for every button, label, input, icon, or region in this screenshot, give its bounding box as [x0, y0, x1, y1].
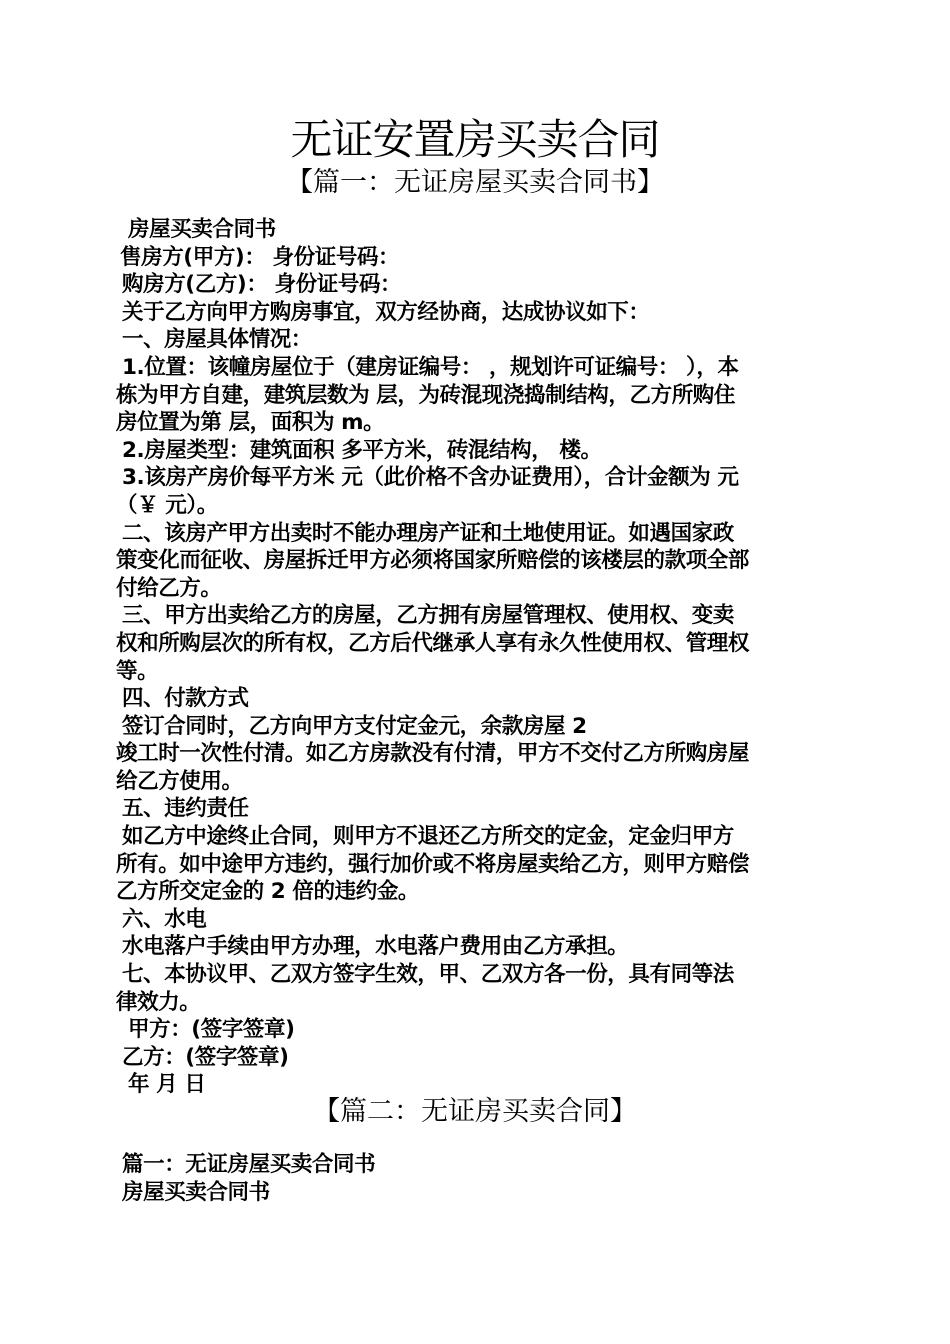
contract-line: 竣工时一次性付清。如乙方房款没有付清，甲方不交付乙方所购房屋 [116, 741, 750, 767]
contract-line: 购房方(乙方)： 身份证号码： [122, 272, 402, 298]
contract-line: 策变化而征收、房屋拆迁甲方必须将国家所赔偿的该楼层的款项全部 [116, 548, 750, 574]
contract-line: （￥ 元）。 [116, 492, 218, 518]
contract-line: 五、违约责任 [122, 796, 249, 822]
section-2-body [116, 1151, 838, 1206]
contract-line: 等。 [116, 658, 159, 684]
contract-line: 售房方(甲方)： 身份证号码： [120, 244, 400, 270]
contract-line: 七、本协议甲、乙双方签字生效，甲、乙双方各一份，具有同等法 [122, 962, 734, 988]
contract-line: 签订合同时，乙方向甲方支付定金元，余款房屋 2 [122, 713, 587, 739]
contract-line: 权和所购层次的所有权，乙方后代继承人享有永久性使用权、管理权 [116, 630, 750, 656]
section-1-body [116, 216, 838, 1099]
contract-line: 二、该房产甲方出卖时不能办理房产证和土地使用证。如遇国家政 [122, 520, 734, 546]
section-2-heading: 【篇二：无证房买卖合同】 [313, 1096, 637, 1127]
signature-line-party-a: 甲方：(签字签章) [128, 1017, 295, 1043]
contract-line: 所有。如中途甲方违约，强行加价或不将房屋卖给乙方，则甲方赔偿 [116, 851, 750, 877]
date-line: 年 月 日 [128, 1072, 206, 1098]
contract-line: 三、甲方出卖给乙方的房屋，乙方拥有房屋管理权、使用权、变卖 [122, 603, 734, 629]
document-title: 无证安置房买卖合同 [290, 115, 660, 164]
contract-line: 给乙方使用。 [116, 768, 243, 794]
contract-line: 1.位置：该幢房屋位于（建房证编号： ，规划许可证编号： ），本 [122, 354, 739, 380]
contract-line: 关于乙方向甲方购房事宜，双方经协商，达成协议如下： [122, 299, 650, 325]
contract-line: 付给乙方。 [116, 575, 222, 601]
contract-line: 栋为甲方自建，建筑层数为 层，为砖混现浇捣制结构，乙方所购住 [116, 382, 735, 408]
contract-line: 3.该房产房价每平方米 元（此价格不含办证费用），合计金额为 元 [122, 465, 739, 491]
section-1-heading: 【篇一：无证房屋买卖合同书】 [286, 167, 664, 198]
contract-line: 一、房屋具体情况： [122, 327, 312, 353]
contract-line: 四、付款方式 [122, 686, 249, 712]
contract-line: 律效力。 [116, 989, 201, 1015]
contract-line: 篇一：无证房屋买卖合同书 [122, 1152, 376, 1177]
contract-line: 乙方所交定金的 2 倍的违约金。 [116, 879, 420, 905]
contract-line: 房屋买卖合同书 [128, 217, 276, 242]
signature-line-party-b: 乙方：(签字签章) [122, 1044, 289, 1070]
contract-line: 水电落户手续由甲方办理，水电落户费用由乙方承担。 [122, 934, 629, 960]
contract-line: 如乙方中途终止合同，则甲方不退还乙方所交的定金，定金归甲方 [122, 824, 734, 850]
contract-line: 房屋买卖合同书 [122, 1179, 270, 1205]
contract-line: 2.房屋类型：建筑面积 多平方米，砖混结构， 楼。 [122, 437, 602, 463]
contract-line: 房位置为第 层，面积为 m。 [116, 410, 385, 436]
contract-line: 六、水电 [122, 906, 207, 932]
